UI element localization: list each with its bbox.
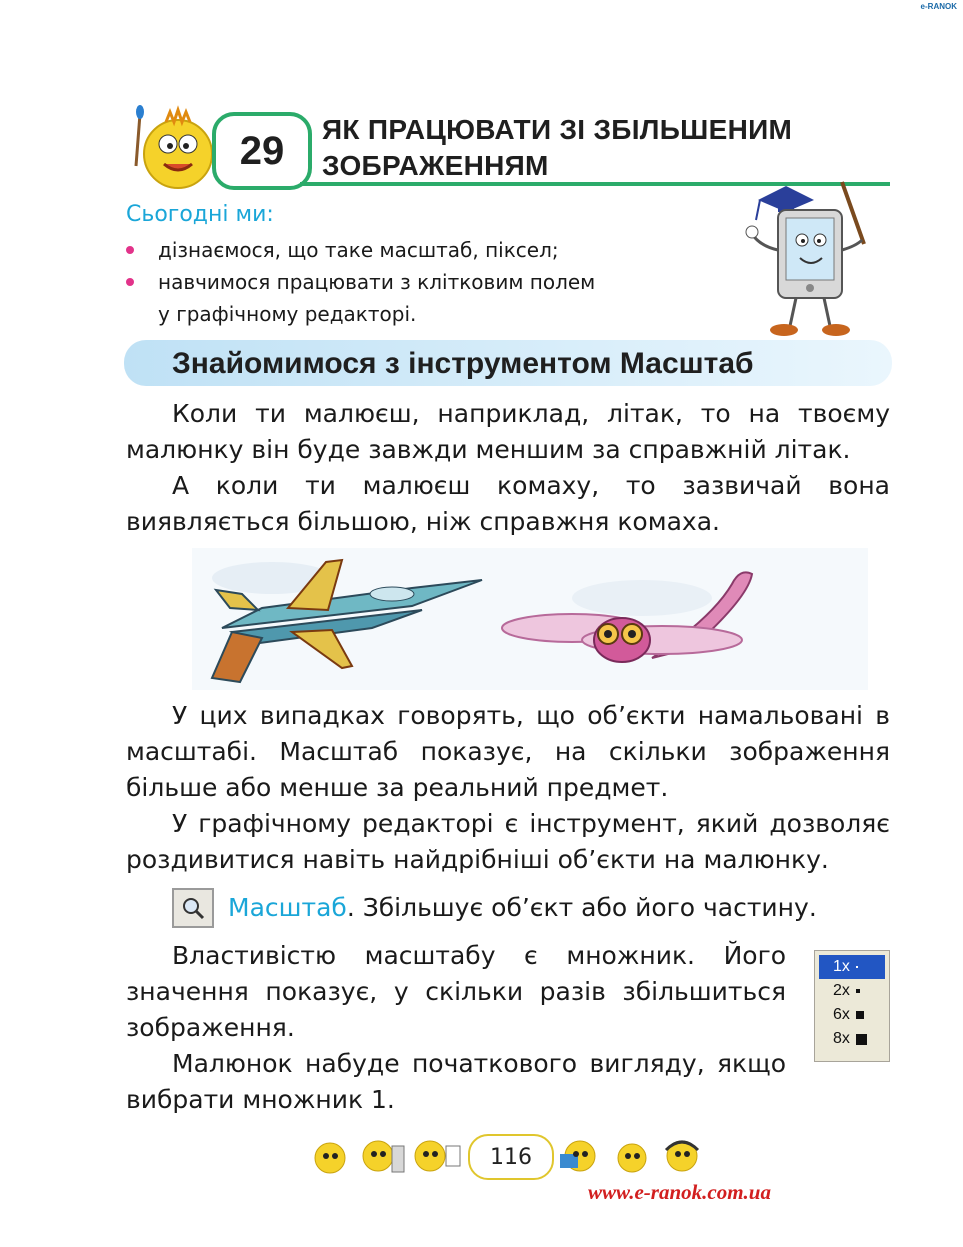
airplane-and-dragonfly-illustration (192, 548, 868, 690)
objective-item-continuation: у графічному редакторі. (158, 302, 417, 326)
section-title: Знайомимося з інструментом Масштаб (172, 347, 754, 380)
mascots-right-decoration (556, 1132, 706, 1178)
objective-item: навчимося працювати з клітковим полем (126, 266, 686, 298)
tablet-teacher-mascot-image (738, 180, 888, 340)
bullet-icon (126, 246, 134, 254)
tool-name: Масштаб (228, 893, 347, 922)
paragraph: Малюнок набуде початкового вигляду, якщо вибрати множник 1. (126, 1049, 786, 1114)
multiplier-text (126, 938, 786, 1118)
lesson-title-line2: ЗОБРАЖЕННЯМ (322, 150, 549, 181)
magnifier-icon (172, 888, 214, 928)
zoom-option-8x: 8x (815, 1027, 889, 1051)
objective-item: дізнаємося, що таке масштаб, піксел; (126, 234, 686, 266)
bullet-icon (126, 278, 134, 286)
tool-description: . Збільшує об’єкт або його частину. (346, 893, 817, 922)
zoom-option-2x: 2x (815, 979, 889, 1003)
lesson-title-line1: ЯК ПРАЦЮВАТИ ЗІ ЗБІЛЬШЕНИМ (322, 114, 793, 145)
paragraph: У цих випадках говорять, що об’єкти намальовані в масштабі. Масштаб показує, на скільки зображення більше або менше за реальний предмет. (126, 701, 890, 802)
scale-explanation-text (126, 698, 890, 878)
page-number: 116 (468, 1134, 554, 1180)
paragraph: У графічному редакторі є інструмент, який дозволяє роздивитися навіть найдрібніші об’єкти на малюнку. (126, 809, 890, 874)
zoom-factor-menu (814, 950, 890, 1062)
lesson-number-badge (212, 112, 312, 190)
mascots-left-decoration (308, 1132, 468, 1178)
paragraph: Коли ти малюєш, наприклад, літак, то на твоєму малюнку він буде завжди меншим за справжній літак. (126, 399, 890, 464)
publisher-logo: e-RANOK (920, 2, 957, 11)
objectives-heading: Сьогодні ми: (126, 202, 274, 227)
zoom-option-6x: 6x (815, 1003, 889, 1027)
objectives-list (126, 234, 686, 330)
paragraph: А коли ти малюєш комаху, то зазвичай вона виявляється більшою, ніж справжня комаха. (126, 471, 890, 536)
intro-text (126, 396, 890, 540)
zoom-option-1x: 1x (819, 955, 885, 979)
lesson-number: 29 (239, 128, 285, 173)
website-link[interactable]: www.e-ranok.com.ua (588, 1180, 771, 1204)
paragraph: Властивістю масштабу є множник. Його значення показує, у скільки разів збільшиться зображення. (126, 941, 786, 1042)
sun-mascot-image (126, 104, 218, 196)
zoom-tool-description (172, 888, 817, 928)
lesson-title (322, 112, 882, 184)
